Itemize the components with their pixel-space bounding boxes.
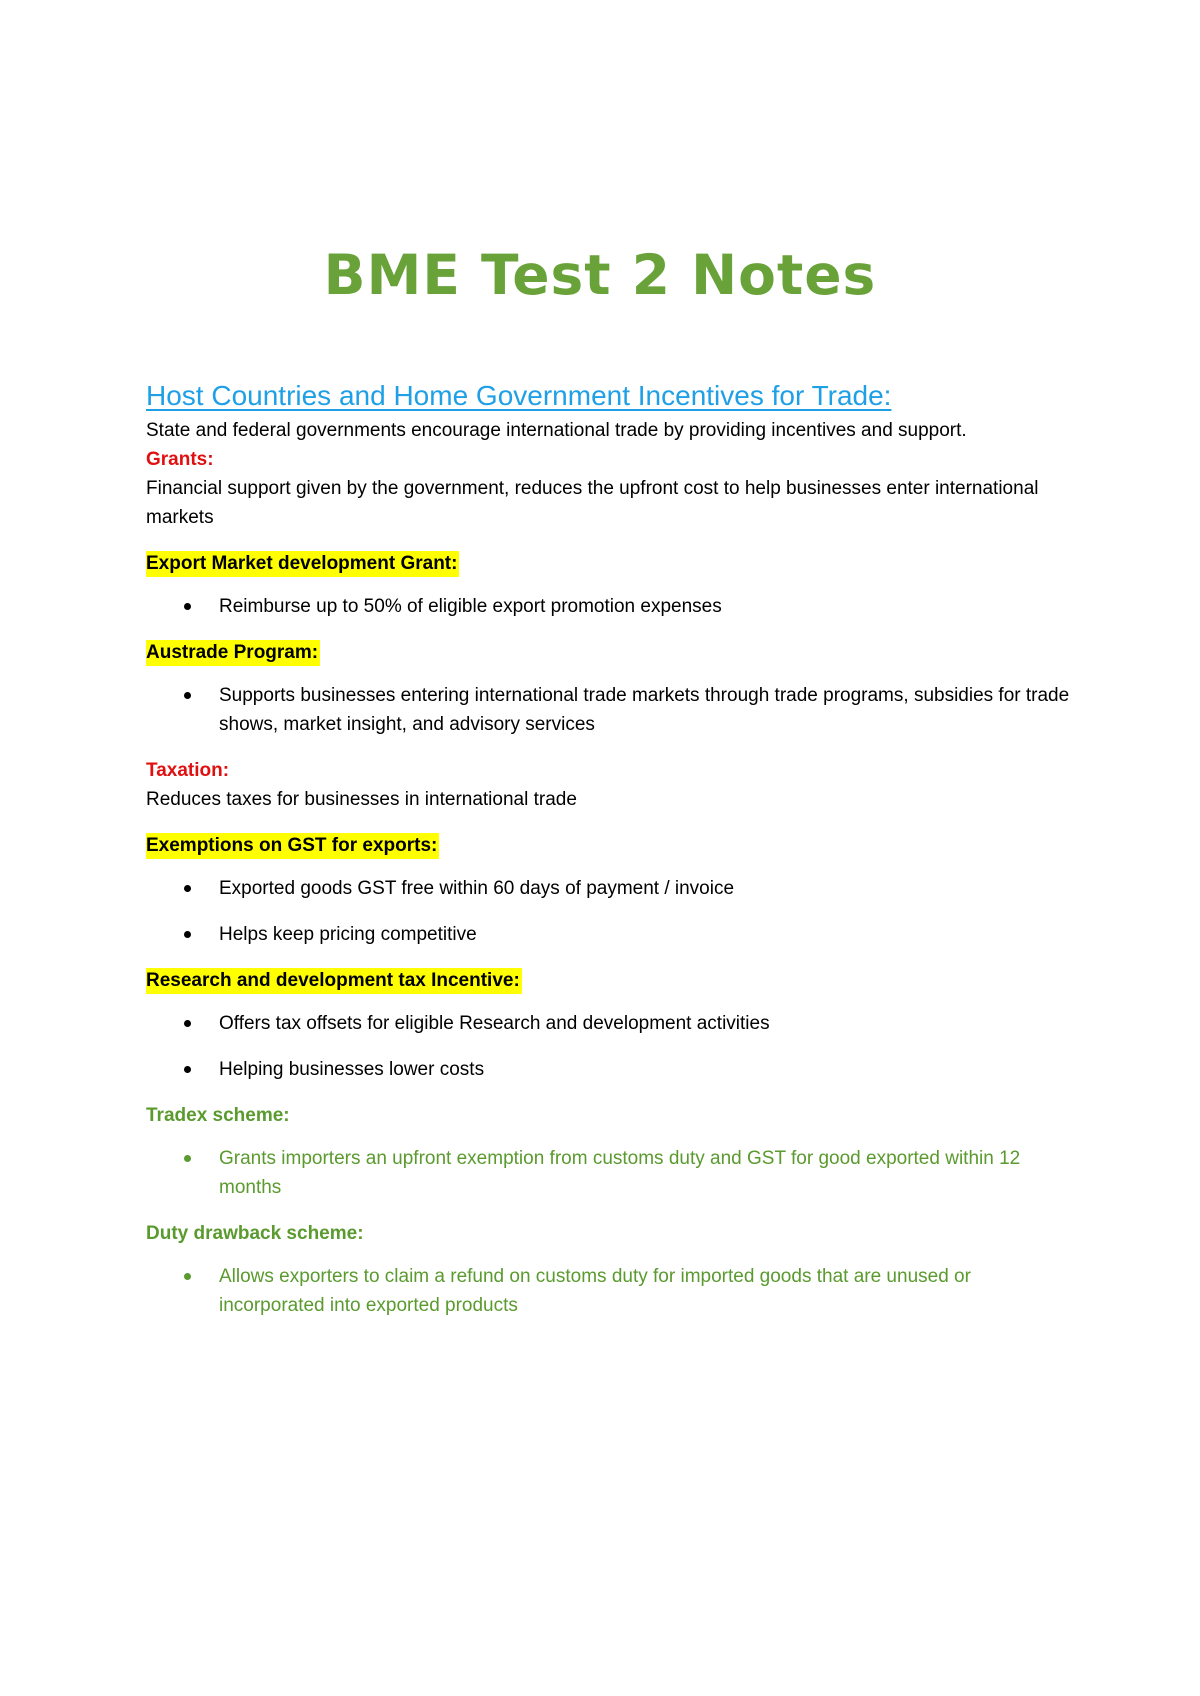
- emdg-label: Export Market development Grant:: [146, 551, 459, 577]
- document-body: [146, 376, 1076, 1337]
- list-item: Exported goods GST free within 60 days of payment / invoice: [146, 874, 1076, 903]
- bullet-icon: [184, 885, 191, 892]
- grants-description: Financial support given by the government, reduces the upfront cost to help businesses enter international markets: [146, 478, 1039, 528]
- bullet-icon: [184, 1273, 191, 1280]
- bullet-icon: [184, 1155, 191, 1162]
- list-item: Grants importers an upfront exemption from customs duty and GST for good exported within 12 months: [146, 1144, 1076, 1202]
- austrade-label: Austrade Program:: [146, 640, 320, 666]
- bullet-icon: [184, 1020, 191, 1027]
- bullet-icon: [184, 1066, 191, 1073]
- bullet-icon: [184, 603, 191, 610]
- bullet-icon: [184, 931, 191, 938]
- taxation-description: Reduces taxes for businesses in international trade: [146, 789, 577, 810]
- gst-label: Exemptions on GST for exports:: [146, 833, 439, 859]
- list-item: Allows exporters to claim a refund on customs duty for imported goods that are unused or incorporated into exported products: [146, 1262, 1076, 1320]
- list-item: Supports businesses entering international trade markets through trade programs, subsidies for trade shows, market insight, and advisory services: [146, 681, 1076, 739]
- document-title: BME Test 2 Notes: [323, 243, 877, 307]
- list-item: Helping businesses lower costs: [146, 1055, 1076, 1084]
- grants-label: Grants:: [146, 449, 214, 470]
- section-heading: Host Countries and Home Government Incentives for Trade:: [146, 380, 892, 411]
- emdg-list: [146, 592, 1076, 621]
- list-item: Helps keep pricing competitive: [146, 920, 1076, 949]
- gst-list: [146, 874, 1076, 949]
- list-item: Offers tax offsets for eligible Research and development activities: [146, 1009, 1076, 1038]
- section-intro: State and federal governments encourage international trade by providing incentives and support.: [146, 420, 967, 441]
- list-item: Reimburse up to 50% of eligible export promotion expenses: [146, 592, 1076, 621]
- austrade-list: [146, 681, 1076, 739]
- drawback-label: Duty drawback scheme:: [146, 1223, 364, 1244]
- bullet-icon: [184, 692, 191, 699]
- tradex-label: Tradex scheme:: [146, 1105, 290, 1126]
- drawback-list: [146, 1262, 1076, 1320]
- rnd-list: [146, 1009, 1076, 1084]
- taxation-label: Taxation:: [146, 760, 230, 781]
- rnd-label: Research and development tax Incentive:: [146, 968, 522, 994]
- tradex-list: [146, 1144, 1076, 1202]
